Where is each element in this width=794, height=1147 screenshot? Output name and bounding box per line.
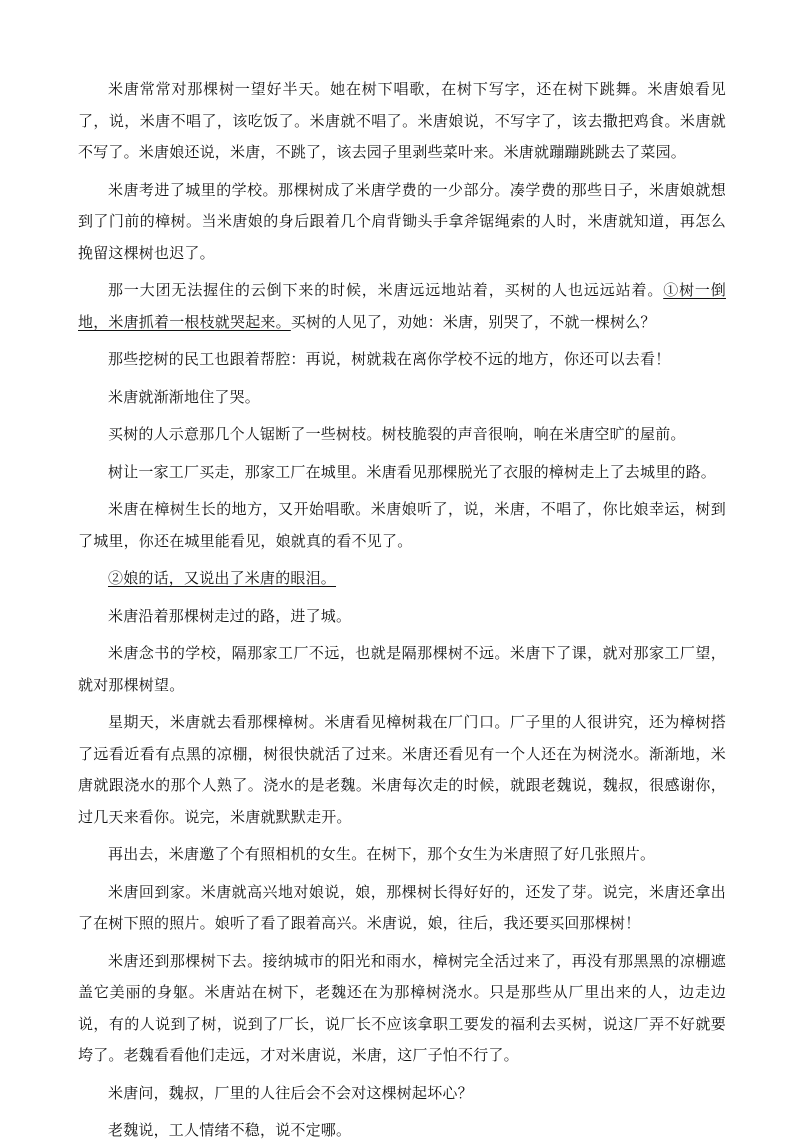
paragraph-9 [78,563,726,595]
paragraph-11: 米唐念书的学校，隔那家工厂不远，也就是隔那棵树不远。米唐下了课，就对那家工厂望，就对那棵树望。 [78,644,726,694]
paragraph-2: 米唐考进了城里的学校。那棵树成了米唐学费的一少部分。凑学费的那些日子，米唐娘就想到了门前的樟树。当米唐娘的身后跟着几个肩背锄头手拿斧锯绳索的人时，米唐就知道，再怎么挽留这棵树也迟了。 [78,180,726,262]
underlined-sentence-1: ①树一倒地，米唐抓着一根枝就哭起来。 [78,281,726,331]
paragraph-3 [78,275,726,338]
paragraph-15: 米唐还到那棵树下去。接纳城市的阳光和雨水，樟树完全活过来了，再没有那黑黑的凉棚遮盖它美丽的身躯。米唐站在树下，老魏还在为那樟树浇水。只是那些从厂里出来的人，边走边说，有的人说到了树，说到了厂长，说厂长不应该拿职工要发的福利去买树，说这厂弄不好就要垮了。老魏看看他们走远，才对米唐说，米唐，这厂子怕不行了。 [78,951,726,1064]
paragraph-3-post: 买树的人见了，劝她：米唐，别哭了，不就一棵树么？ [290,312,656,331]
paragraph-3-pre: 那一大团无法握住的云倒下来的时候，米唐远远地站着，买树的人也远远站着。 [108,281,664,299]
paragraph-7: 树让一家工厂买走，那家工厂在城里。米唐看见那棵脱光了衣服的樟树走上了去城里的路。 [108,462,717,481]
paragraph-4: 那些挖树的民工也跟着帮腔：再说，树就栽在离你学校不远的地方，你还可以去看！ [108,350,671,368]
paragraph-5: 米唐就渐渐地住了哭。 [108,387,261,406]
paragraph-1: 米唐常常对那棵树一望好半天。她在树下唱歌，在树下写字，还在树下跳舞。米唐娘看见了，说，米唐不唱了，该吃饭了。米唐就不唱了。米唐娘说，不写字了，该去撒把鸡食。米唐就不写了。米唐娘还说，米唐，不跳了，该去园子里剥些菜叶来。米唐就蹦蹦跳跳去了菜园。 [78,80,726,161]
underlined-sentence-2: ②娘的话，又说出了米唐的眼泪。 [108,569,337,587]
paragraph-12: 星期天，米唐就去看那棵樟树。米唐看见樟树栽在厂门口。厂子里的人很讲究，还为樟树搭了远看近看有点黑的凉棚，树很快就活了过来。米唐还看见有一个人还在为树浇水。渐渐地，米唐就跟浇水的那个人熟了。浇水的是老魏。米唐每次走的时候，就跟老魏说，魏叔，很感谢你，过几天来看你。说完，米唐就默默走开。 [78,713,726,826]
paragraph-17: 老魏说，工人情绪不稳，说不定哪。 [108,1121,352,1139]
paragraph-6: 买树的人示意那几个人锯断了一些树枝。树枝脆裂的声音很响，响在米唐空旷的屋前。 [108,425,686,443]
paragraph-10: 米唐沿着那棵树走过的路，进了城。 [108,606,352,625]
paragraph-8: 米唐在樟树生长的地方，又开始唱歌。米唐娘听了，说，米唐，不唱了，你比娘幸运，树到了城里，你还在城里能看见，娘就真的看不见了。 [78,500,726,550]
paragraph-16: 米唐问，魏叔，厂里的人往后会不会对这棵树起坏心？ [108,1083,473,1102]
paragraph-13: 再出去，米唐邀了个有照相机的女生。在树下，那个女生为米唐照了好几张照片。 [108,845,656,863]
paragraph-14: 米唐回到家。米唐就高兴地对娘说，娘，那棵树长得好好的，还发了芽。说完，米唐还拿出了在树下照的照片。娘听了看了跟着高兴。米唐说，娘，往后，我还要买回那棵树！ [78,882,726,932]
